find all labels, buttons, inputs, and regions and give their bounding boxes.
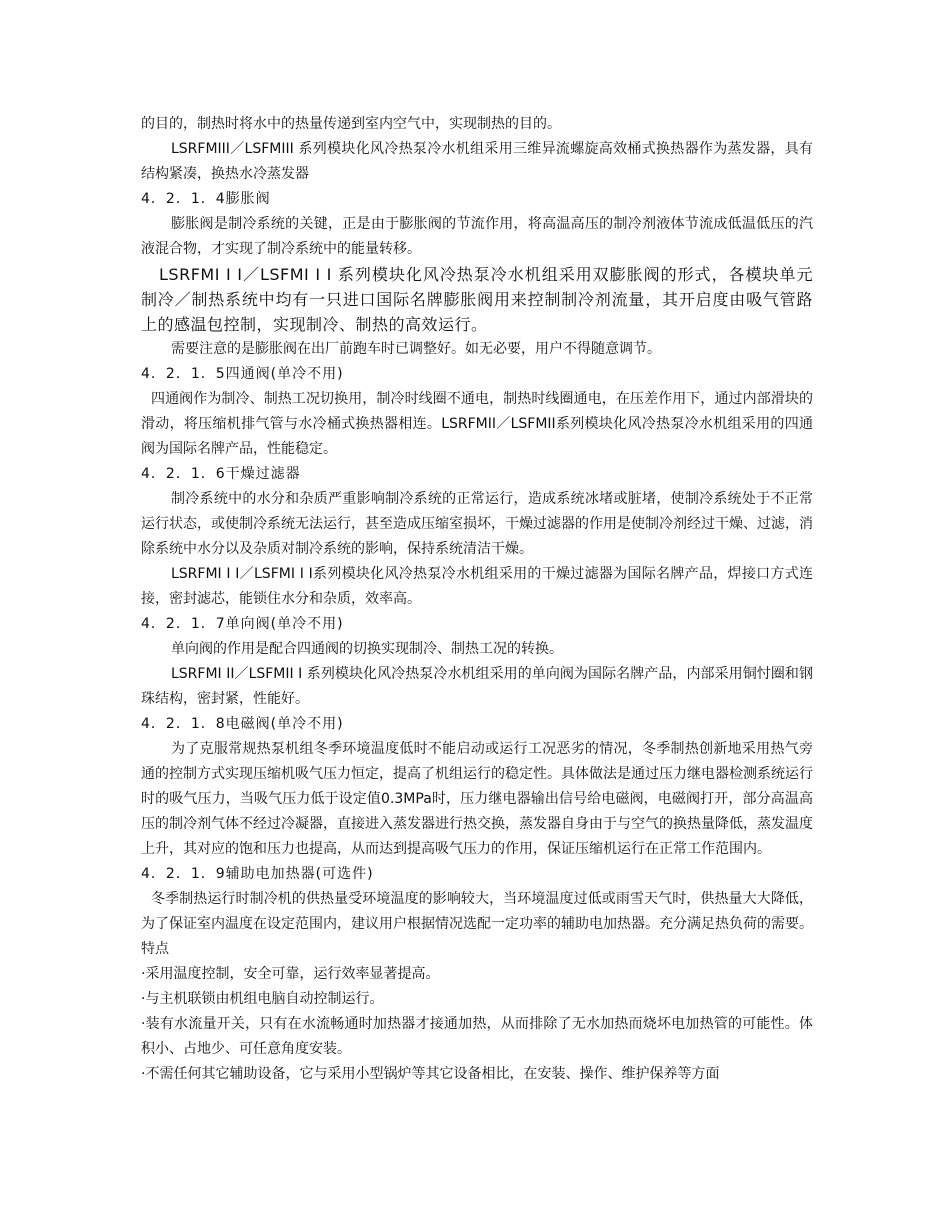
paragraph: 膨胀阀是制冷系统的关键，正是由于膨胀阀的节流作用，将高温高压的制冷剂液体节流成低温低压的汽液混合物，才实现了制冷系统中的能量转移。 — [141, 216, 813, 257]
section-heading: 4．2．1．4膨胀阀 — [141, 191, 271, 207]
paragraph: LSRFMI II／LSFMII I 系列模块化风冷热泵冷水机组采用的单向阀为国际名牌产品，内部采用铜忖圈和钢珠结构，密封紧，性能好。 — [141, 666, 813, 707]
paragraph: LSRFMIII／LSFMIII 系列模块化风冷热泵冷水机组采用三维异流螺旋高效桶式换热器作为蒸发器，具有结构紧凑，换热水冷蒸发器 — [141, 141, 813, 182]
section-heading: 4．2．1．7单向阀(单冷不用) — [141, 616, 344, 632]
paragraph: 为了克服常规热泵机组冬季环境温度低时不能启动或运行工况恶劣的情况，冬季制热创新地采用热气旁通的控制方式实现压缩机吸气压力恒定，提高了机组运行的稳定性。具体做法是通过压力继电器检测系统运行时的吸气压力，当吸气压力低于设定值0.3MPa时，压力继电器输出信号给电磁阀，电磁阀打开，部分高温高压的制冷剂气体不经过冷凝器，直接进入蒸发器进行热交换，蒸发器自身由于与空气的换热量降低，蒸发温度上升，其对应的饱和压力也提高，从而达到提高吸气压力的作用，保证压缩机运行在正常工作范围内。 — [141, 741, 813, 857]
section-heading: 4．2．1．6干燥过滤器 — [141, 466, 301, 482]
document-body — [141, 112, 813, 1087]
section-heading: 4．2．1．9辅助电加热器(可选件) — [141, 866, 374, 882]
section-heading: 4．2．1．5四通阀(单冷不用) — [141, 366, 344, 382]
feature-item: ·装有水流量开关，只有在水流畅通时加热器才接通加热，从而排除了无水加热而烧坏电加热管的可能性。体积小、占地少、可任意角度安装。 — [141, 1016, 813, 1057]
paragraph: LSRFMI I I／LSFMI I I系列模块化风冷热泵冷水机组采用的干燥过滤器为国际名牌产品，焊接口方式连接，密封滤芯，能锁住水分和杂质，效率高。 — [141, 566, 813, 607]
paragraph: 单向阀的作用是配合四通阀的切换实现制冷、制热工况的转换。 — [171, 641, 563, 657]
paragraph: 四通阀作为制冷、制热工况切换用，制冷时线圈不通电，制热时线圈通电，在压差作用下，通过内部滑块的滑动，将压缩机排气管与水冷桶式换热器相连。LSRFMII／LSFMII系列模块化风冷热泵冷水机组采用的四通阀为国际名牌产品，性能稳定。 — [141, 391, 813, 457]
paragraph: 制冷系统中的水分和杂质严重影响制冷系统的正常运行，造成系统冰堵或脏堵，使制冷系统处于不正常运行状态，或使制冷系统无法运行，甚至造成压缩室损坏，干燥过滤器的作用是使制冷剂经过干燥、过滤，消除系统中水分以及杂质对制冷系统的影响，保持系统清洁干燥。 — [141, 491, 813, 557]
paragraph: 的目的，制热时将水中的热量传递到室内空气中，实现制热的目的。 — [141, 116, 561, 132]
feature-item: ·不需任何其它辅助设备，它与采用小型锅炉等其它设备相比，在安装、操作、维护保养等方面 — [141, 1066, 720, 1082]
section-heading: 4．2．1．8电磁阀(单冷不用) — [141, 716, 344, 732]
paragraph: 冬季制热运行时制冷机的供热量受环境温度的影响较大，当环境温度过低或雨雪天气时，供热量大大降低，为了保证室内温度在设定范围内，建议用户根据情况选配一定功率的辅助电加热器。充分满足热负荷的需要。 — [141, 891, 813, 932]
feature-item: ·与主机联锁由机组电脑自动控制运行。 — [141, 991, 384, 1007]
feature-list-title: 特点 — [141, 941, 169, 957]
feature-item: ·采用温度控制，安全可靠，运行效率显著提高。 — [141, 966, 440, 982]
paragraph: 需要注意的是膨胀阀在出厂前跑车时已调整好。如无必要，用户不得随意调节。 — [171, 341, 661, 357]
paragraph: LSRFMI I I／LSFMI I I 系列模块化风冷热泵冷水机组采用双膨胀阀的形式，各模块单元制冷／制热系统中均有一只进口国际名牌膨胀阀用来控制制冷剂流量，其开启度由吸气管路上的感温包控制，实现制冷、制热的高效运行。 — [141, 265, 813, 334]
